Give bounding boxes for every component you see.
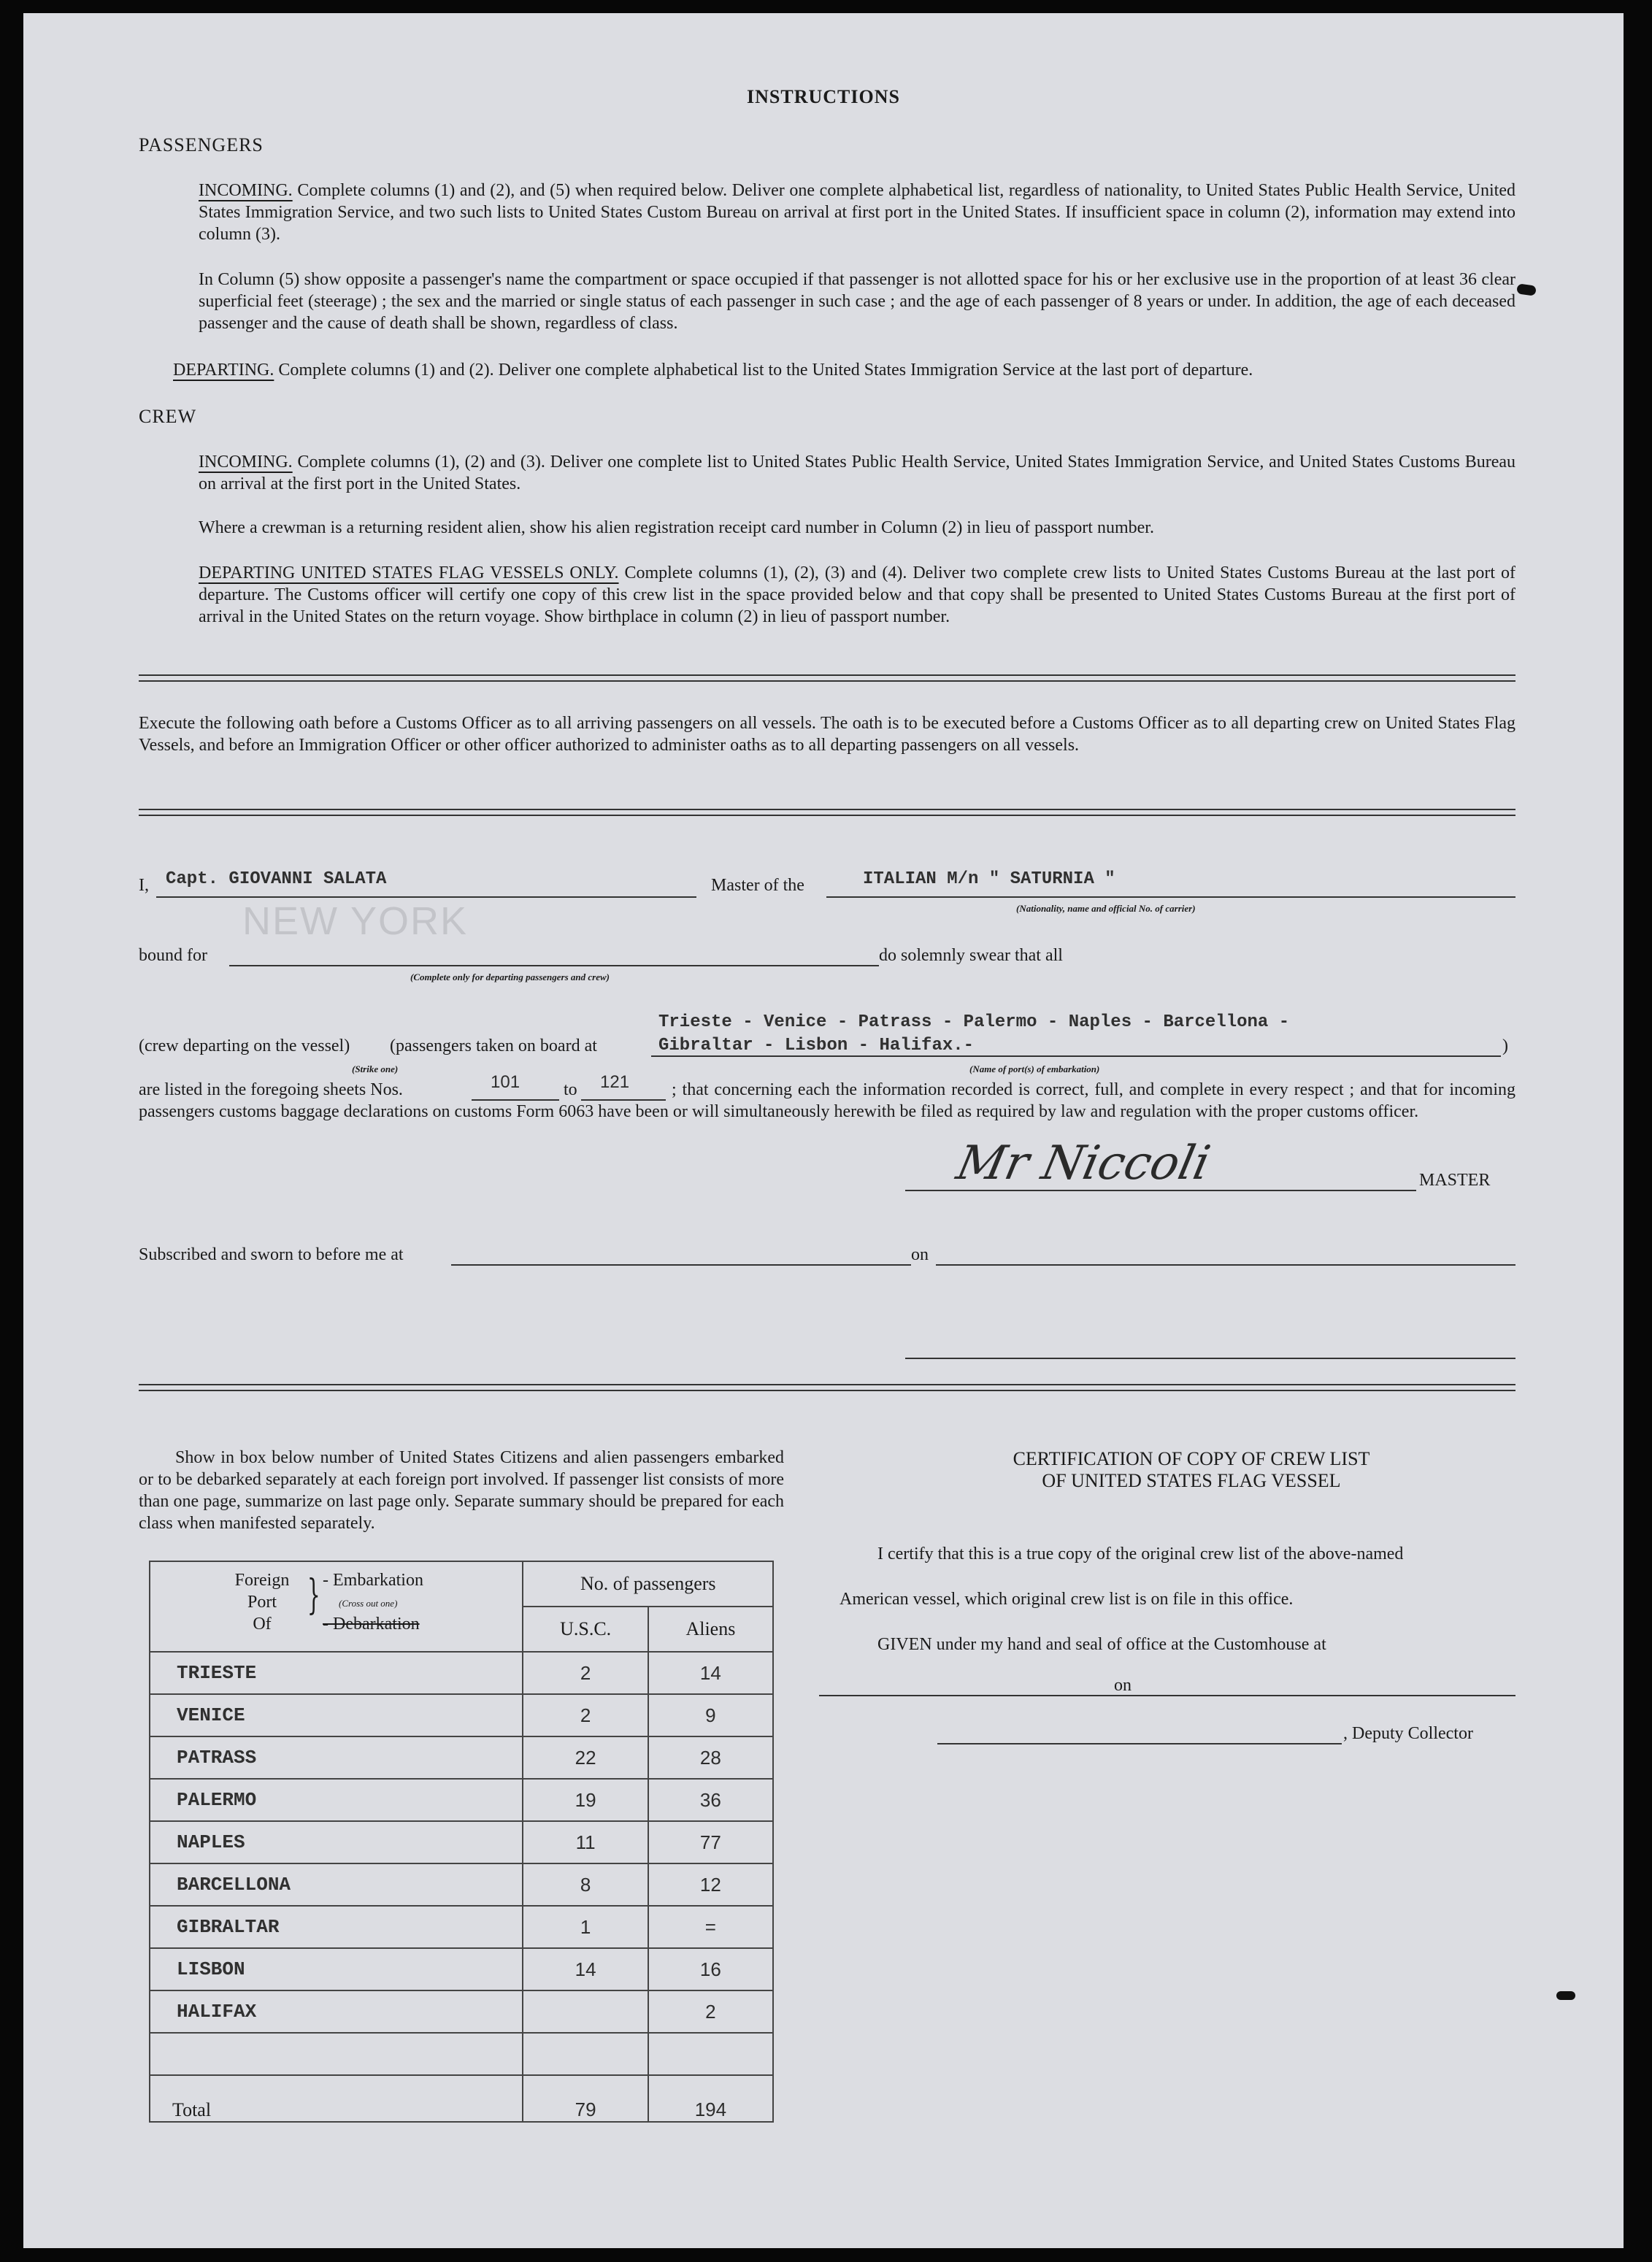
embarkation-label: - Embarkation xyxy=(323,1571,423,1590)
table-row xyxy=(150,1779,773,1821)
sheet-to-value: 121 xyxy=(600,1072,630,1092)
page-title: INSTRUCTIONS xyxy=(747,86,900,107)
aliens-cell: 9 xyxy=(648,1694,773,1736)
table-row xyxy=(150,1906,773,1948)
passengers-incoming-text: Complete columns (1) and (2), and (5) when required below. Deliver one complete alphabetical list, regardless of nationality, to United States Public Health Service, United States Immigration Service, and two such lists to United States Custom Bureau on arrival at first port in the United States. If insufficient space in column (2), information may extend into column (3). xyxy=(199,181,1515,244)
total-row xyxy=(150,2075,773,2122)
aliens-cell: 16 xyxy=(648,1948,773,1990)
crew-incoming-block xyxy=(199,451,1515,495)
port-cell: TRIESTE xyxy=(150,1652,523,1694)
passengers-column5-text: In Column (5) show opposite a passenger's name the compartment or space occupied if that passenger is not allotted space for his or her exclusive use in the proportion of at least 36 clear superficial feet (steerage) ; the sex and the married or single status of each passenger in such case ; and the age of each passenger of 8 years or under. In addition, the age of each deceased passenger and the cause of death shall be shown, regardless of class. xyxy=(199,270,1515,333)
of-label: Of xyxy=(253,1615,272,1634)
certification-title-1: CERTIFICATION OF COPY OF CREW LIST xyxy=(1013,1448,1370,1469)
table-row xyxy=(150,1821,773,1863)
passengers-incoming-label: INCOMING. xyxy=(199,181,293,200)
table-row xyxy=(150,1736,773,1779)
ports-line-1: Trieste - Venice - Patrass - Palermo - Naples - Barcellona - xyxy=(658,1012,1290,1032)
port-label: Port xyxy=(247,1593,277,1612)
crew-incoming-label: INCOMING. xyxy=(199,453,293,472)
usc-cell: 2 xyxy=(523,1694,648,1736)
port-cell: PATRASS xyxy=(150,1736,523,1779)
bound-for-stamp: NEW YORK xyxy=(242,899,469,943)
listed-label: are listed in the foregoing sheets Nos. xyxy=(139,1080,403,1099)
deputy-signature-field[interactable] xyxy=(937,1726,1342,1744)
crew-departing-block xyxy=(199,562,1515,628)
usc-cell: 1 xyxy=(523,1906,648,1948)
port-cell: HALIFAX xyxy=(150,1990,523,2033)
usc-cell: 22 xyxy=(523,1736,648,1779)
master-name-value: Capt. GIOVANNI SALATA xyxy=(166,869,387,889)
crew-heading: CREW xyxy=(139,406,197,427)
aliens-cell: 28 xyxy=(648,1736,773,1779)
usc-cell: 11 xyxy=(523,1821,648,1863)
divider xyxy=(139,1384,1515,1391)
divider xyxy=(139,809,1515,816)
aliens-header: Aliens xyxy=(648,1607,773,1652)
table-row xyxy=(150,1990,773,2033)
summary-note: Show in box below number of United States Citizens and alien passengers embarked or to be debarked separately at each foreign port involved. If passenger list consists of more than one page, summarize on last page only. Separate summary should be prepared for each class when manifested separately. xyxy=(139,1448,784,1533)
no-passengers-header: No. of passengers xyxy=(523,1561,773,1607)
oath-i-label: I, xyxy=(139,876,149,895)
total-label: Total xyxy=(150,2075,523,2122)
port-cell xyxy=(150,2033,523,2075)
given-line: GIVEN under my hand and seal of office at the Customhouse at xyxy=(877,1635,1326,1654)
subscribed-on-label: on xyxy=(911,1245,929,1264)
bound-caption: (Complete only for departing passengers and crew) xyxy=(410,972,610,982)
bound-for-field[interactable] xyxy=(229,947,879,966)
ports-caption: (Name of port(s) of embarkation) xyxy=(969,1063,1100,1074)
passengers-taken-option: (passengers taken on board at xyxy=(390,1036,597,1055)
master-signature: Mr Niccoli xyxy=(952,1136,1215,1190)
certification-on-label: on xyxy=(1114,1676,1132,1695)
table-row xyxy=(150,1948,773,1990)
crew-departing-option: (crew departing on the vessel) xyxy=(139,1036,350,1055)
subscribed-date-field[interactable] xyxy=(936,1247,1515,1266)
subscribed-place-field[interactable] xyxy=(451,1247,911,1266)
port-cell: NAPLES xyxy=(150,1821,523,1863)
sheet-from-value: 101 xyxy=(491,1072,520,1092)
certification-title-2: OF UNITED STATES FLAG VESSEL xyxy=(1042,1470,1341,1491)
passengers-departing-block xyxy=(173,359,1516,381)
scan-mark xyxy=(1556,1991,1575,2000)
strike-one-caption: (Strike one) xyxy=(352,1063,399,1074)
crew-departing-label: DEPARTING UNITED STATES FLAG VESSELS ONLY. xyxy=(199,563,619,582)
listed-rest: ; that concerning each the information recorded is correct, full, and complete in every respect ; and that for incoming passengers customs baggage declarations on customs Form 6063 have been or will simultaneously herewith be filed as required by law and regulation with the proper customs officer. xyxy=(139,1080,1515,1121)
port-cell: BARCELLONA xyxy=(150,1863,523,1906)
aliens-cell: 12 xyxy=(648,1863,773,1906)
officer-signature-field[interactable] xyxy=(905,1340,1515,1359)
certification-date-field[interactable] xyxy=(1137,1677,1515,1696)
certify-line-2: American vessel, which original crew list is on file in this office. xyxy=(840,1590,1294,1609)
form-page xyxy=(23,13,1624,2248)
usc-header: U.S.C. xyxy=(523,1607,648,1652)
vessel-caption: (Nationality, name and official No. of carrier) xyxy=(1016,903,1196,914)
crew-departing-text: Complete columns (1), (2), (3) and (4). Deliver two complete crew lists to United States Customs Bureau at the last port of departure. The Customs officer will certify one copy of this crew list in the space provided below and that copy shall be presented to United States Customs Bureau at the first port of arrival in the United States on the return voyage. Show birthplace in column (2) in lieu of passport number. xyxy=(199,563,1515,626)
bound-for-label: bound for xyxy=(139,946,207,965)
master-label: MASTER xyxy=(1419,1171,1491,1190)
ports-line-2: Gibraltar - Lisbon - Halifax.- xyxy=(658,1036,975,1055)
scan-mark xyxy=(1516,283,1537,296)
certify-line-1: I certify that this is a true copy of the original crew list of the above-named xyxy=(877,1544,1404,1563)
passengers-departing-text: Complete columns (1) and (2). Deliver one complete alphabetical list to the United States Immigration Service at the last port of departure. xyxy=(278,361,1253,380)
crew-alien-text: Where a crewman is a returning resident alien, show his alien registration receipt card number in Column (2) in lieu of passport number. xyxy=(199,518,1154,537)
usc-cell xyxy=(523,1990,648,2033)
port-cell: GIBRALTAR xyxy=(150,1906,523,1948)
passengers-heading: PASSENGERS xyxy=(139,134,264,155)
port-cell: PALERMO xyxy=(150,1779,523,1821)
passenger-summary-table xyxy=(149,1561,774,2123)
aliens-cell: = xyxy=(648,1906,773,1948)
passengers-departing-label: DEPARTING. xyxy=(173,361,274,380)
aliens-cell: 36 xyxy=(648,1779,773,1821)
port-cell: LISBON xyxy=(150,1948,523,1990)
table-row xyxy=(150,1863,773,1906)
aliens-cell: 14 xyxy=(648,1652,773,1694)
oath-intro: Execute the following oath before a Customs Officer as to all arriving passengers on all vessels. The oath is to be executed before a Customs Officer as to all departing crew on United States Flag Vessels, and before an Immigration Officer or other officer authorized to administer oaths as to all departing passengers on all vessels. xyxy=(139,714,1515,755)
passengers-incoming-block xyxy=(199,180,1515,245)
subscribed-label: Subscribed and sworn to before me at xyxy=(139,1245,404,1264)
usc-cell xyxy=(523,2033,648,2075)
deputy-collector-label: , Deputy Collector xyxy=(1343,1724,1473,1743)
debarkation-label: - Debarkation xyxy=(323,1615,420,1634)
usc-cell: 19 xyxy=(523,1779,648,1821)
table-row xyxy=(150,2033,773,2075)
table-row xyxy=(150,1652,773,1694)
port-cell: VENICE xyxy=(150,1694,523,1736)
master-of-label: Master of the xyxy=(711,876,804,895)
brace-symbol: } xyxy=(307,1572,320,1619)
cross-out-label: (Cross out one) xyxy=(339,1598,398,1609)
foreign-label: Foreign xyxy=(234,1571,290,1590)
aliens-cell: 2 xyxy=(648,1990,773,2033)
usc-cell: 8 xyxy=(523,1863,648,1906)
close-paren: ) xyxy=(1502,1036,1508,1055)
to-label: to xyxy=(564,1080,577,1099)
usc-cell: 2 xyxy=(523,1652,648,1694)
aliens-cell: 77 xyxy=(648,1821,773,1863)
customhouse-field[interactable] xyxy=(819,1677,1137,1696)
vessel-value: ITALIAN M/n " SATURNIA " xyxy=(863,869,1115,889)
aliens-cell xyxy=(648,2033,773,2075)
swear-text: do solemnly swear that all xyxy=(879,946,1063,965)
total-aliens: 194 xyxy=(648,2075,773,2122)
divider xyxy=(139,674,1515,682)
total-usc: 79 xyxy=(523,2075,648,2122)
table-row xyxy=(150,1694,773,1736)
crew-incoming-text: Complete columns (1), (2) and (3). Deliver one complete list to United States Public Health Service, United States Immigration Service, and United States Customs Bureau on arrival at the first port in the United States. xyxy=(199,453,1516,493)
usc-cell: 14 xyxy=(523,1948,648,1990)
port-header-cell xyxy=(150,1561,523,1652)
